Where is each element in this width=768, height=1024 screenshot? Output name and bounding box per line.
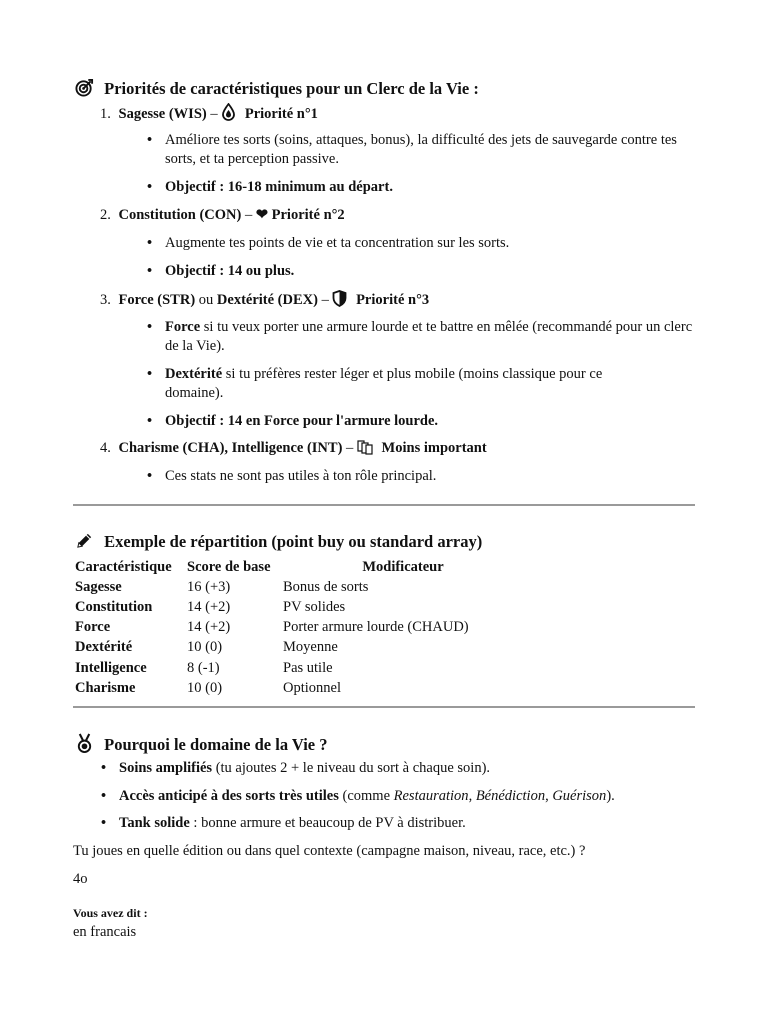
table-cell: Porter armure lourde (CHAUD) xyxy=(283,619,469,636)
user-label: Vous avez dit : xyxy=(73,906,148,920)
priority-item-4 xyxy=(100,439,487,461)
section1-title: Priorités de caractéristiques pour un Clerc de la Vie : xyxy=(104,79,479,98)
bullet-lead: Tank solide xyxy=(119,815,190,831)
books-icon xyxy=(357,440,374,461)
separator: , xyxy=(545,788,553,804)
table-row xyxy=(73,577,553,597)
section2-title: Exemple de répartition (point buy ou standard array) xyxy=(104,532,483,551)
item-number: 4. xyxy=(100,440,111,456)
bullet-lead: Dextérité xyxy=(165,366,223,382)
bullet: • xyxy=(147,179,153,195)
divider xyxy=(73,504,695,506)
table-row xyxy=(73,638,553,658)
table-cell: 16 (+3) xyxy=(187,578,231,595)
table-cell: 10 (0) xyxy=(187,639,223,656)
priority-item-3 xyxy=(100,290,429,313)
table-header: Caractéristique xyxy=(75,558,172,575)
item-title: Charisme (CHA), Intelligence (INT) xyxy=(118,440,343,456)
item-2-bullet-1: Augmente tes points de vie et ta concentration sur les sorts. xyxy=(165,235,510,251)
table-cell: Bonus de sorts xyxy=(283,578,369,595)
item-number: 3. xyxy=(100,292,111,308)
item-title: Sagesse (WIS) xyxy=(118,106,207,122)
item-title: Constitution (CON) xyxy=(118,207,242,223)
table-cell: Intelligence xyxy=(75,659,147,676)
item-priority: Priorité n°3 xyxy=(356,292,430,308)
table-cell: Force xyxy=(75,619,111,636)
spell-name: Restauration xyxy=(393,788,469,804)
table-cell: 14 (+2) xyxy=(187,619,231,636)
section3-heading xyxy=(75,733,328,757)
bullet: • xyxy=(101,788,107,804)
user-message: en francais xyxy=(73,924,137,940)
follow-up-question: Tu joues en quelle édition ou dans quel contexte (campagne maison, niveau, race, etc.) ? xyxy=(73,843,586,859)
section2-heading xyxy=(75,531,482,554)
bullet: • xyxy=(101,760,107,776)
reason-bullet-1 xyxy=(119,759,490,778)
item-dash: – xyxy=(241,207,256,223)
bullet-text: : bonne armure et beaucoup de PV à distribuer. xyxy=(189,815,466,831)
item-1-bullet-1: Améliore tes sorts (soins, attaques, bonus), la difficulté des jets de sauvegarde contre tes sorts, et ta perception passive. xyxy=(165,132,677,167)
bullet-lead: Accès anticipé à des sorts très utiles xyxy=(119,788,339,804)
item-dash: – xyxy=(206,106,222,122)
bullet: • xyxy=(147,366,153,382)
item-3-bullet-2 xyxy=(165,365,645,403)
shield-icon xyxy=(332,290,347,313)
item-number: 2. xyxy=(100,207,111,223)
model-label: 4o xyxy=(73,871,88,887)
spell-name: Guérison xyxy=(552,788,607,804)
table-cell: Moyenne xyxy=(283,639,338,656)
table-cell: 8 (-1) xyxy=(187,659,220,676)
table-header-row xyxy=(73,557,553,577)
bullet-text: si tu préfères rester léger et plus mobile (moins classique pour ce domaine). xyxy=(165,366,603,401)
table-row xyxy=(73,658,553,678)
table-row xyxy=(73,618,553,638)
bullet: • xyxy=(147,263,153,279)
separator: , xyxy=(468,788,476,804)
item-1-bullet-2: Objectif : 16-18 minimum au départ. xyxy=(165,179,393,195)
table-cell: 14 (+2) xyxy=(187,598,231,615)
item-title-b: Dextérité (DEX) xyxy=(216,292,318,308)
table-header: Modificateur xyxy=(362,558,444,575)
droplet-icon xyxy=(221,103,236,127)
item-number: 1. xyxy=(100,106,111,122)
table-cell: Sagesse xyxy=(75,578,122,595)
reason-bullet-3 xyxy=(119,814,466,833)
bullet: • xyxy=(147,132,153,148)
bullet: • xyxy=(147,413,153,429)
table-header: Score de base xyxy=(187,558,271,575)
table-row xyxy=(73,678,553,698)
item-priority: Moins important xyxy=(381,440,487,456)
item-dash: – xyxy=(317,292,333,308)
priority-item-2 xyxy=(100,206,345,225)
table-cell: Optionnel xyxy=(283,679,341,696)
table-cell: Constitution xyxy=(75,598,153,615)
table-cell: Dextérité xyxy=(75,639,133,656)
bullet: • xyxy=(147,319,153,335)
pencil-icon xyxy=(75,531,94,554)
heart-icon: ❤ xyxy=(255,207,269,223)
divider xyxy=(73,706,695,708)
bullet-text: si tu veux porter une armure lourde et te battre en mêlée (recommandé pour un clerc de la Vie). xyxy=(165,319,693,354)
table-row xyxy=(73,597,553,617)
item-3-bullet-3: Objectif : 14 en Force pour l'armure lourde. xyxy=(165,413,439,429)
section3-title: Pourquoi le domaine de la Vie ? xyxy=(104,735,328,754)
item-or: ou xyxy=(195,292,217,308)
section1-heading xyxy=(75,78,479,101)
bullet: • xyxy=(147,235,153,251)
bullet-lead: Force xyxy=(165,319,201,335)
item-title: Force (STR) xyxy=(118,292,196,308)
table-cell: PV solides xyxy=(283,598,346,615)
bullet-text: ). xyxy=(606,788,615,804)
bullet-lead: Soins amplifiés xyxy=(119,760,213,776)
reason-bullet-2 xyxy=(119,787,615,806)
item-priority: Priorité n°1 xyxy=(244,106,318,122)
table-cell: Pas utile xyxy=(283,659,333,676)
item-priority: Priorité n°2 xyxy=(271,207,345,223)
bullet-text: (tu ajoutes 2 + le niveau du sort à chaque soin). xyxy=(212,760,491,776)
medal-icon xyxy=(75,733,94,757)
bullet: • xyxy=(101,815,107,831)
bullet: • xyxy=(147,468,153,484)
table-cell: 10 (0) xyxy=(187,679,223,696)
priority-item-1 xyxy=(100,103,318,127)
item-dash: – xyxy=(342,440,357,456)
distribution-table xyxy=(73,557,553,698)
table-cell: Charisme xyxy=(75,679,136,696)
bullet-text: (comme xyxy=(338,788,394,804)
target-icon xyxy=(75,78,94,101)
item-3-bullet-1 xyxy=(165,318,700,356)
item-2-bullet-2: Objectif : 14 ou plus. xyxy=(165,263,295,279)
spell-name: Bénédiction xyxy=(475,788,546,804)
item-4-bullet-1: Ces stats ne sont pas utiles à ton rôle principal. xyxy=(165,468,437,484)
